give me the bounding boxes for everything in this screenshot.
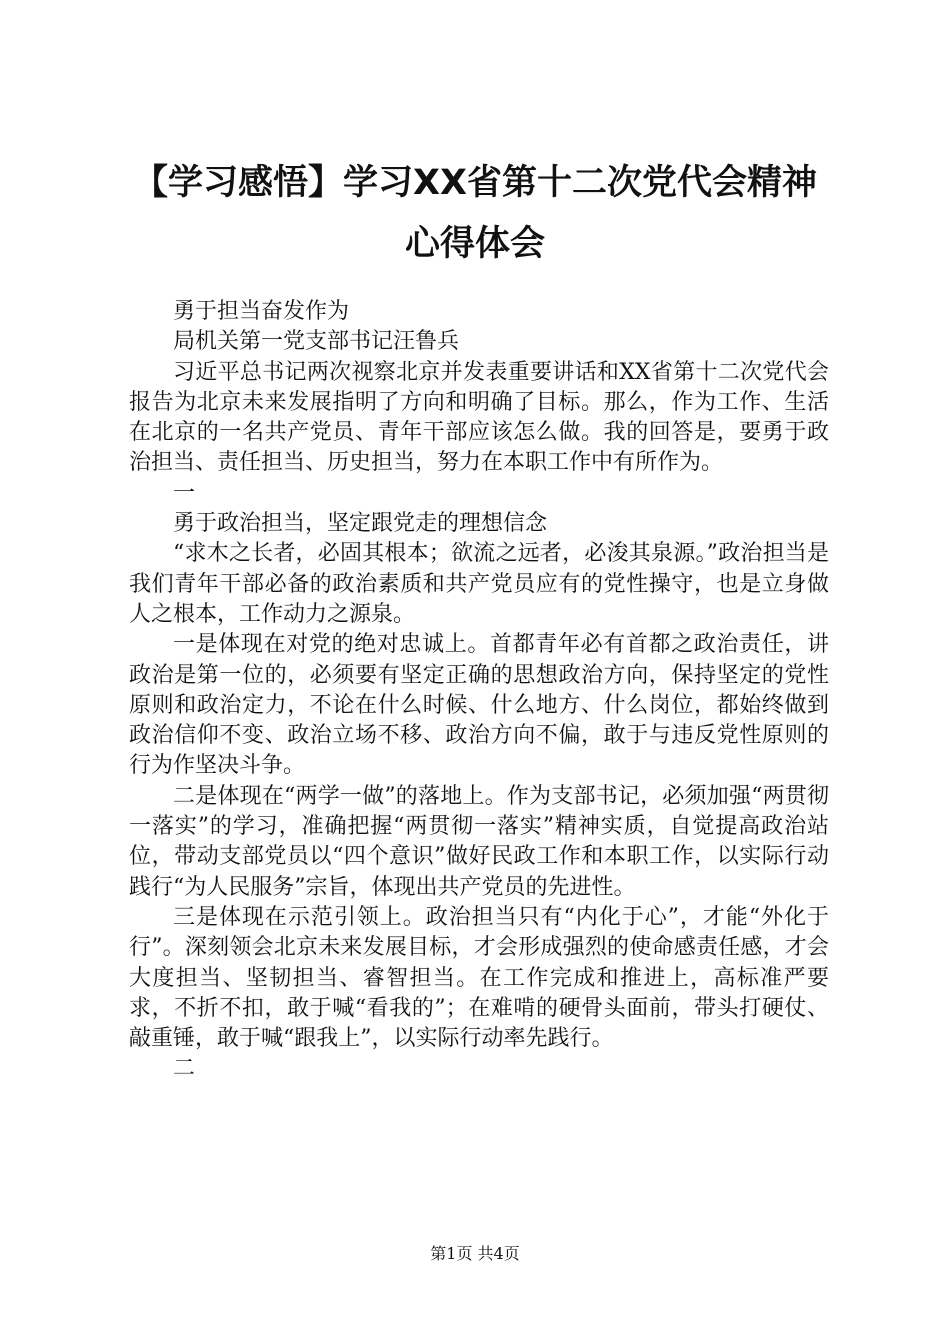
document-title-line-1: 【学习感悟】学习XX省第十二次党代会精神 xyxy=(133,163,817,203)
section-heading: 勇于政治担当，坚定跟党走的理想信念 xyxy=(173,511,548,537)
section-number: 一 xyxy=(173,480,196,506)
body-paragraph: “求木之长者，必固其根本；欲流之远者，必浚其泉源。”政治担当是我们青年干部必备的政治素质和共产党员应有的党性操守，也是立身做人之根本，工作动力之源泉。 xyxy=(129,541,829,627)
section-number: 二 xyxy=(173,1056,196,1082)
page-footer: 第1页 共4页 xyxy=(430,1244,520,1263)
body-paragraph: 二是体现在“两学一做”的落地上。作为支部书记，必须加强“两贯彻一落实”的学习，准确把握“两贯彻一落实”精神实质，自觉提高政治站位，带动支部党员以“四个意识”做好民政工作和本职工作，以实际行动践行“为人民服务”宗旨，体现出共产党员的先进性。 xyxy=(129,783,829,900)
body-paragraph: 习近平总书记两次视察北京并发表重要讲话和XX省第十二次党代会报告为北京未来发展指明了方向和明确了目标。那么，作为工作、生活在北京的一名共产党员、青年干部应该怎么做。我的回答是，要勇于政治担当、责任担当、历史担当，努力在本职工作中有所作为。 xyxy=(129,359,829,476)
body-paragraph: 三是体现在示范引领上。政治担当只有“内化于心”，才能“外化于行”。深刻领会北京未来发展目标，才会形成强烈的使命感责任感，才会大度担当、坚韧担当、睿智担当。在工作完成和推进上，高标准严要求，不折不扣，敢于喊“看我的”；在难啃的硬骨头面前，带头打硬仗、敲重锤，敢于喊“跟我上”，以实际行动率先践行。 xyxy=(129,904,829,1052)
document-title-line-2: 心得体会 xyxy=(404,224,545,264)
subtitle-heading: 勇于担当奋发作为 xyxy=(173,299,350,324)
author-line: 局机关第一党支部书记汪鲁兵 xyxy=(173,329,460,355)
document-body xyxy=(129,297,829,1085)
body-paragraph: 一是体现在对党的绝对忠诚上。首都青年必有首都之政治责任，讲政治是第一位的，必须要有坚定正确的思想政治方向，保持坚定的党性原则和政治定力，不论在什么时候、什么地方、什么岗位，都始终做到政治信仰不变、政治立场不移、政治方向不偏，敢于与违反党性原则的行为作坚决斗争。 xyxy=(129,632,829,779)
